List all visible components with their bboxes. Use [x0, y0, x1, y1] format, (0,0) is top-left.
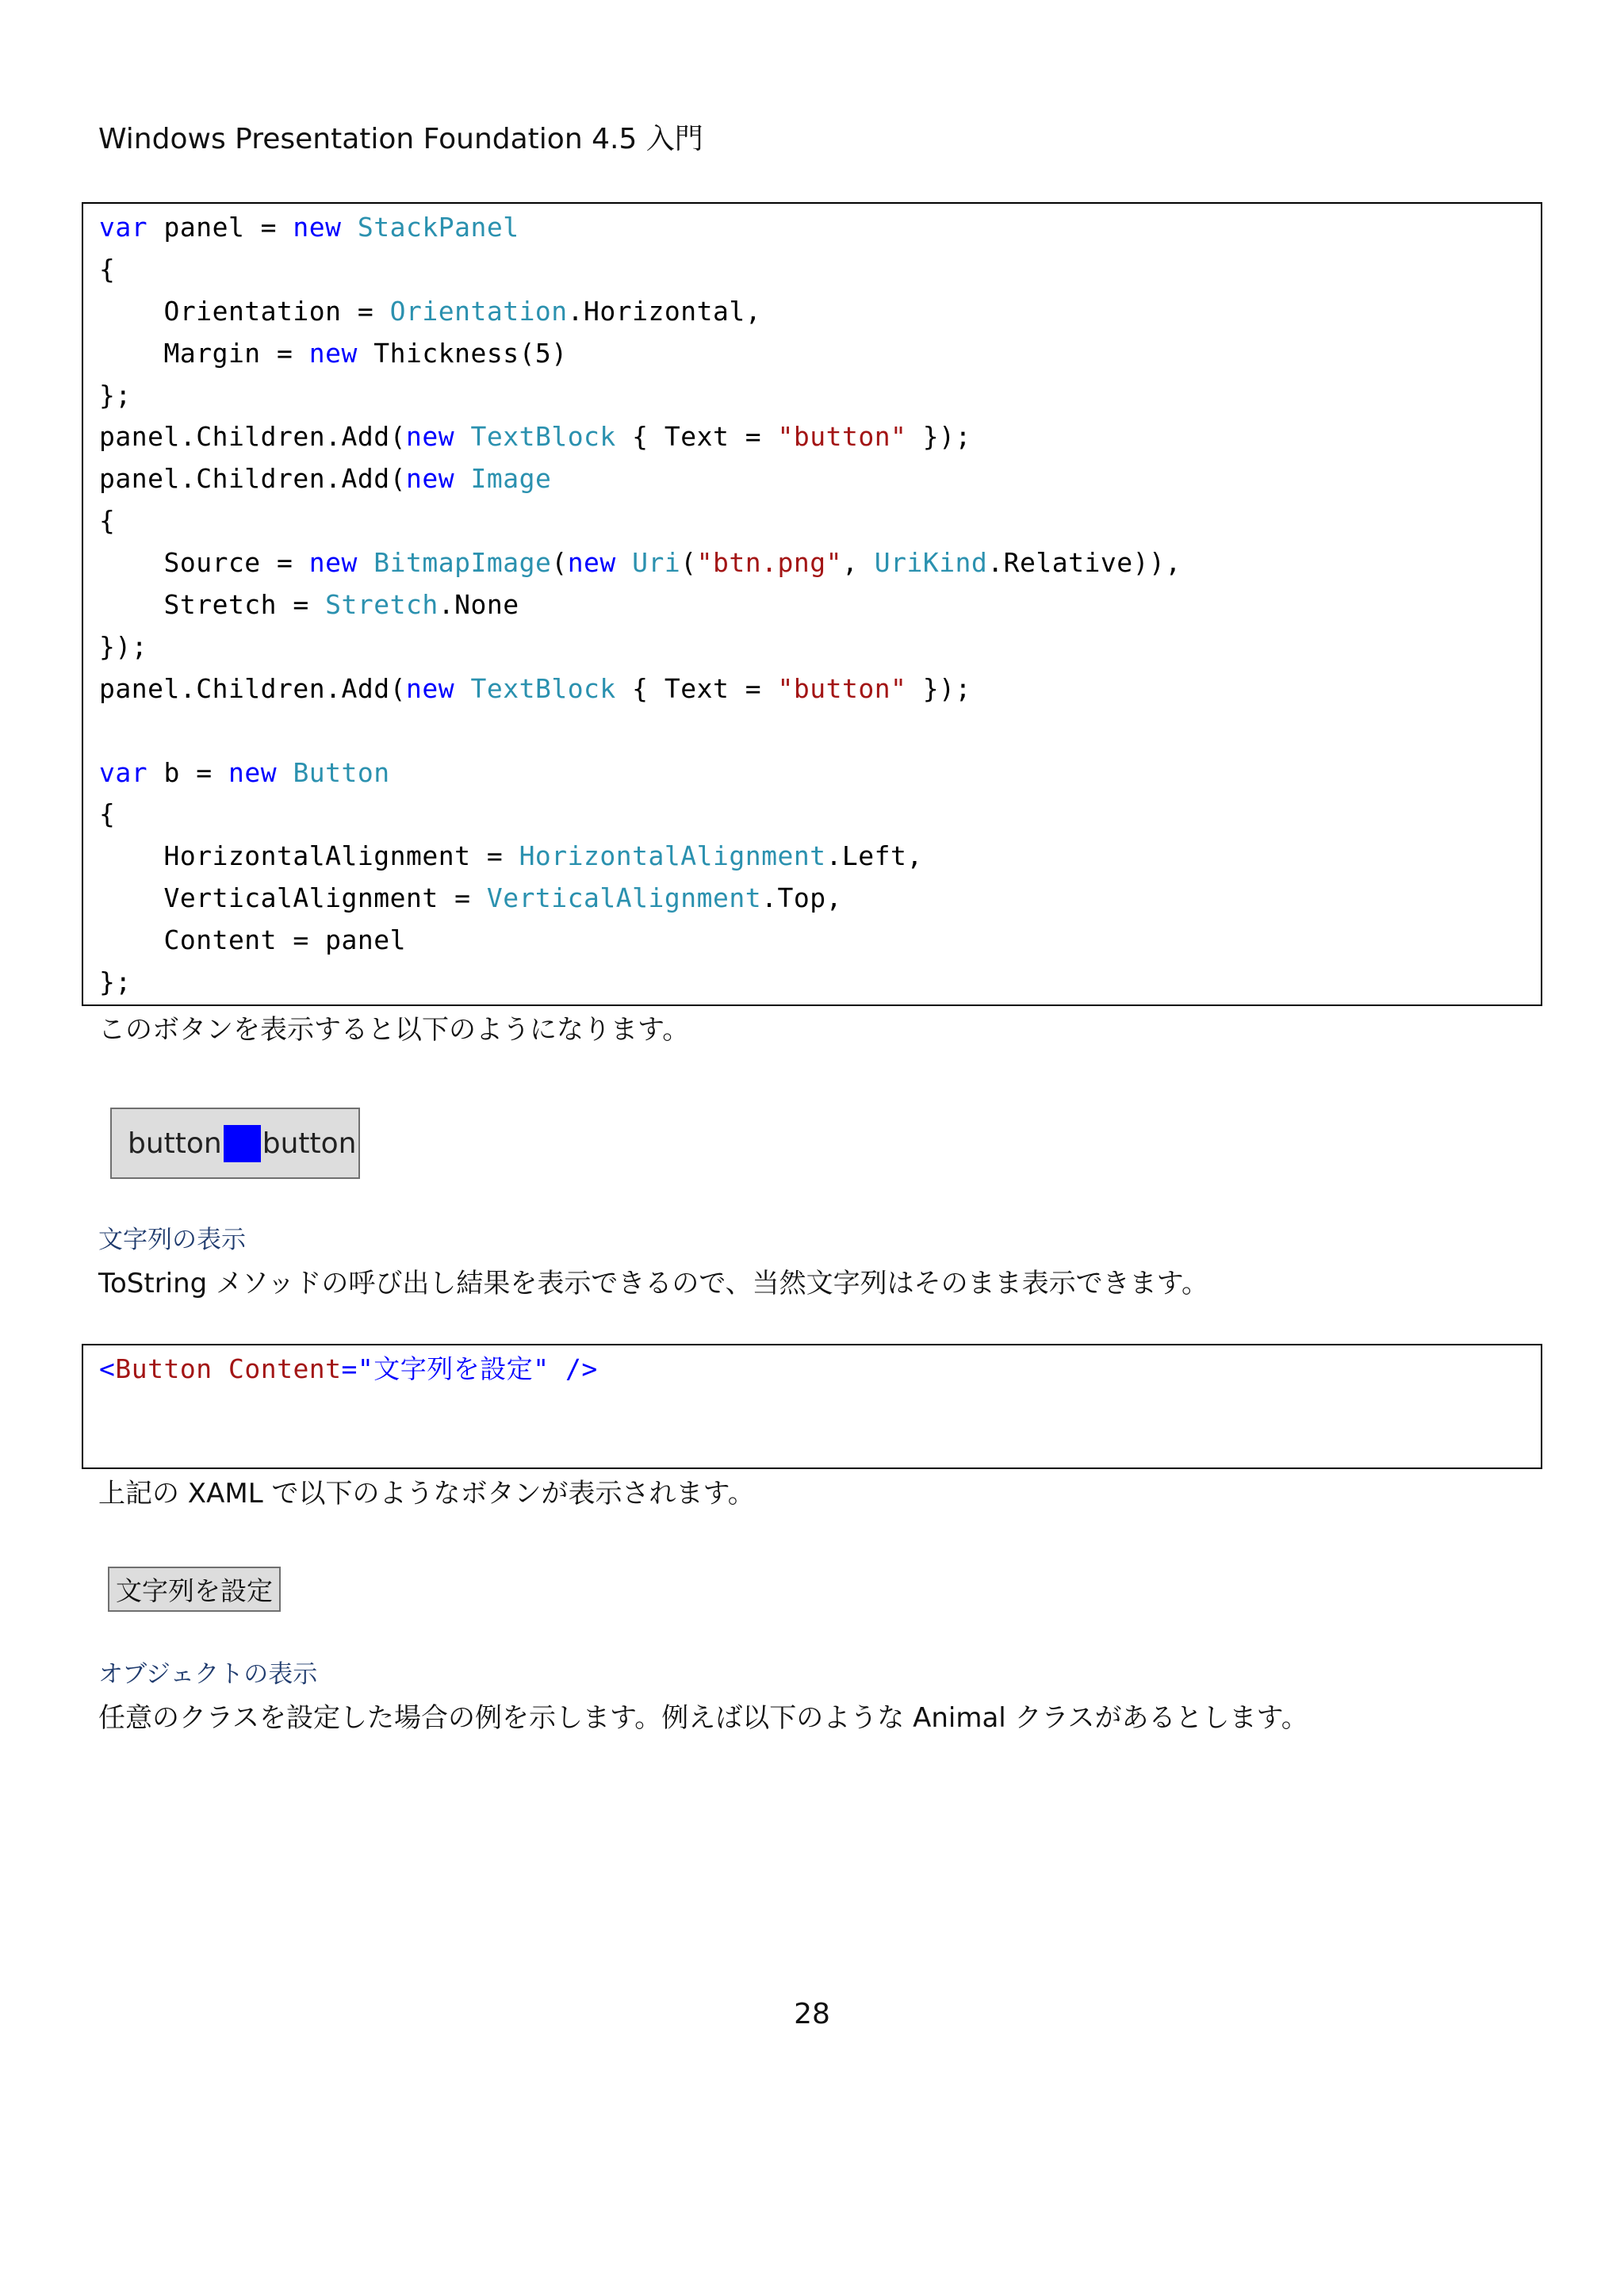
code-token: new: [406, 463, 455, 495]
code-token: Stretch: [325, 589, 439, 621]
code-token: TextBlock: [470, 672, 616, 704]
code-token: [616, 547, 632, 578]
code-token: Image: [470, 463, 552, 495]
code-token: {: [99, 798, 116, 830]
code-line: [99, 962, 1182, 1004]
code-line: [99, 1349, 598, 1391]
code-token: Orientation =: [99, 295, 390, 327]
paragraph-xaml-result: 上記の XAML で以下のようなボタンが表示されます。: [98, 1478, 755, 1510]
code-block-csharp: [82, 202, 1542, 1006]
code-line: [99, 500, 1182, 542]
code-token: {: [99, 505, 116, 537]
code-line: [99, 920, 1182, 962]
demo-string-button-label: 文字列を設定: [116, 1575, 273, 1606]
code-line: [99, 752, 1182, 794]
code-token: [342, 212, 358, 243]
code-token: Content: [228, 1353, 342, 1384]
code-token: TextBlock: [470, 421, 616, 453]
code-token: new: [406, 672, 455, 704]
demo-button-text-left: button: [128, 1127, 222, 1160]
code-token: [454, 673, 470, 704]
code-token: });: [906, 421, 971, 453]
code-token: });: [99, 630, 148, 662]
code-token: HorizontalAlignment =: [99, 840, 519, 872]
demo-string-button[interactable]: [108, 1567, 281, 1612]
code-token: .Horizontal,: [567, 295, 762, 327]
heading-object-display: オブジェクトの表示: [98, 1660, 318, 1689]
demo-button-image: [224, 1125, 261, 1162]
code-token: [454, 463, 470, 494]
code-token: panel.Children.Add(: [99, 672, 406, 704]
code-line: [99, 668, 1182, 710]
code-token: "btn.png": [696, 547, 842, 579]
demo-button-text-right: button: [262, 1127, 357, 1160]
code-token: });: [906, 672, 971, 704]
code-line: [99, 375, 1182, 417]
code-token: Button: [115, 1353, 213, 1384]
code-token: var: [99, 212, 148, 243]
code-token: new: [567, 547, 616, 579]
code-block-xaml: [82, 1344, 1542, 1469]
code-token: panel.Children.Add(: [99, 463, 406, 495]
code-line: [99, 794, 1182, 836]
code-line: [99, 458, 1182, 500]
heading-string-display: 文字列の表示: [98, 1226, 246, 1254]
code-token: Source =: [99, 547, 309, 579]
code-token: (: [680, 547, 697, 579]
code-token: Uri: [632, 547, 681, 579]
code-token: new: [228, 756, 278, 788]
code-token: .None: [438, 589, 519, 621]
code-lines: [99, 1349, 598, 1391]
code-line: [99, 542, 1182, 584]
code-token: var: [99, 756, 148, 788]
code-token: .Relative)),: [987, 547, 1182, 579]
code-token: StackPanel: [357, 212, 519, 243]
code-token: Thickness(5): [357, 337, 568, 369]
code-token: Stretch =: [99, 589, 326, 621]
code-token: };: [99, 379, 132, 411]
code-token: "button": [777, 672, 907, 704]
code-token: .Left,: [825, 840, 923, 872]
code-token: Orientation: [389, 295, 568, 327]
code-line: [99, 333, 1182, 375]
code-token: [358, 547, 373, 578]
paragraph-object-display: 任意のクラスを設定した場合の例を示します。例えば以下のような Animal クラスがあるとします。: [98, 1702, 1308, 1734]
code-token: [277, 757, 293, 788]
code-token: VerticalAlignment =: [99, 882, 487, 914]
code-token: new: [308, 547, 358, 579]
code-lines: [99, 207, 1182, 1004]
code-token: "button": [777, 421, 907, 453]
code-line: [99, 710, 1182, 752]
code-token: .Top,: [761, 882, 842, 914]
paragraph-string-display: ToString メソッドの呼び出し結果を表示できるので、当然文字列はそのまま表示できます。: [98, 1268, 1208, 1299]
code-token: Button: [293, 756, 390, 788]
page-number: 28: [794, 1998, 830, 2030]
code-line: [99, 207, 1182, 249]
code-token: new: [308, 337, 358, 369]
demo-stackpanel-button[interactable]: [110, 1108, 360, 1179]
code-token: new: [406, 421, 455, 453]
code-line: [99, 626, 1182, 668]
code-token: { Text =: [615, 672, 778, 704]
code-token: Margin =: [99, 337, 309, 369]
code-token: b =: [147, 756, 228, 788]
code-line: [99, 249, 1182, 291]
code-token: <: [99, 1353, 116, 1384]
code-token: ="文字列を設定" />: [341, 1353, 598, 1384]
code-line: [99, 291, 1182, 333]
paragraph-button-result: このボタンを表示すると以下のようになります。: [98, 1014, 690, 1046]
code-token: panel.Children.Add(: [99, 421, 406, 453]
code-line: [99, 416, 1182, 458]
code-token: ,: [841, 547, 875, 579]
code-token: Content = panel: [99, 924, 406, 956]
code-token: { Text =: [615, 421, 778, 453]
code-token: UriKind: [874, 547, 988, 579]
code-token: (: [551, 547, 568, 579]
code-token: {: [99, 253, 116, 285]
code-token: BitmapImage: [373, 547, 552, 579]
code-token: HorizontalAlignment: [519, 840, 826, 872]
code-line: [99, 584, 1182, 626]
code-line: [99, 836, 1182, 878]
code-token: };: [99, 966, 132, 998]
running-header: Windows Presentation Foundation 4.5 入門: [98, 123, 703, 155]
code-line: [99, 878, 1182, 920]
code-token: new: [293, 212, 342, 243]
code-token: VerticalAlignment: [486, 882, 762, 914]
code-token: [213, 1353, 228, 1384]
code-token: [454, 421, 470, 452]
code-token: panel =: [147, 212, 293, 243]
